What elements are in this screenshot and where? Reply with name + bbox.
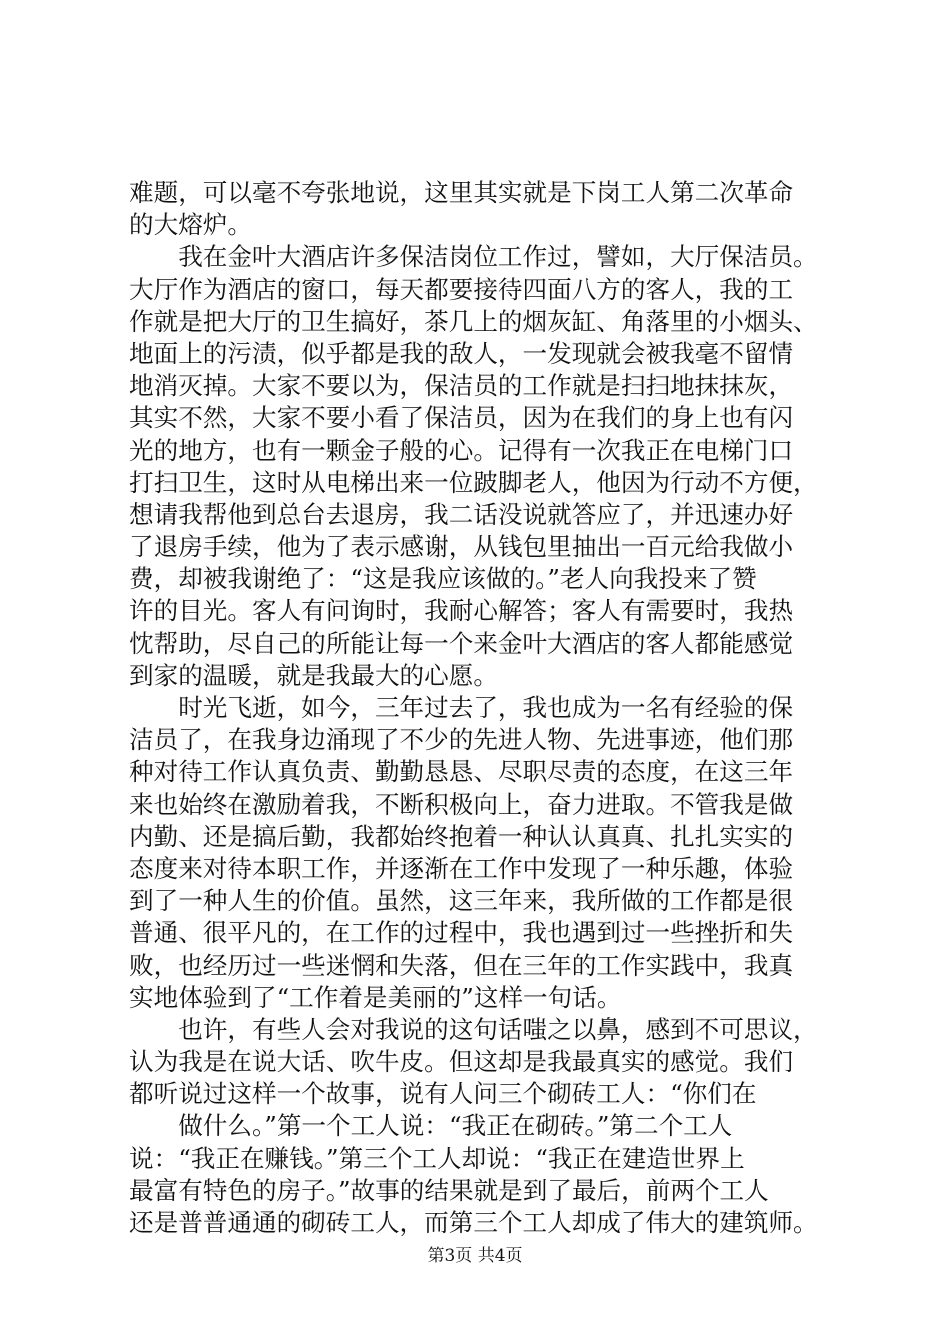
- text-line: 的大熔炉。: [129, 210, 252, 240]
- page-footer: 第3页 共4页: [427, 1246, 523, 1266]
- text-line: 态度来对待本职工作，并逐渐在工作中发现了一种乐趣，体验: [129, 853, 794, 883]
- text-line: 到了一种人生的价值。虽然，这三年来，我所做的工作都是很: [129, 886, 794, 916]
- text-line: 忱帮助，尽自己的所能让每一个来金叶大酒店的客人都能感觉: [129, 628, 794, 658]
- text-line: 认为我是在说大话、吹牛皮。但这却是我最真实的感觉。我们: [129, 1047, 794, 1077]
- text-line: 败，也经历过一些迷惘和失落，但在三年的工作实践中，我真: [129, 950, 794, 980]
- text-line: 地面上的污渍，似乎都是我的敌人，一发现就会被我毫不留情: [129, 338, 794, 368]
- text-line: 时光飞逝，如今，三年过去了，我也成为一名有经验的保: [129, 693, 794, 722]
- text-line: 作就是把大厅的卫生搞好，茶几上的烟灰缸、角落里的小烟头、: [129, 306, 818, 336]
- text-line: 打扫卫生，这时从电梯出来一位跛脚老人，他因为行动不方便，: [129, 467, 818, 497]
- text-line: 最富有特色的房子。”故事的结果就是到了最后，前两个工人: [129, 1175, 769, 1205]
- text-line: 许的目光。客人有问询时，我耐心解答；客人有需要时，我热: [129, 596, 794, 626]
- text-line: 还是普普通通的砌砖工人，而第三个工人却成了伟大的建筑师。: [129, 1208, 818, 1237]
- text-line: 内勤、还是搞后勤，我都始终抱着一种认认真真、扎扎实实的: [129, 821, 794, 851]
- text-line: 都听说过这样一个故事，说有人问三个砌砖工人：“你们在: [129, 1079, 757, 1109]
- text-line: 种对待工作认真负责、勤勤恳恳、尽职尽责的态度，在这三年: [129, 757, 794, 787]
- text-line: 也许，有些人会对我说的这句话嗤之以鼻，感到不可思议，: [129, 1014, 818, 1044]
- text-line: 了退房手续，他为了表示感谢，从钱包里抽出一百元给我做小: [129, 532, 794, 562]
- text-line: 其实不然，大家不要小看了保洁员，因为在我们的身上也有闪: [129, 403, 794, 433]
- text-line: 普通、很平凡的，在工作的过程中，我也遇到过一些挫折和失: [129, 918, 794, 948]
- text-line: 说：“我正在赚钱。”第三个工人却说：“我正在建造世界上: [129, 1143, 745, 1173]
- text-line: 我在金叶大酒店许多保洁岗位工作过，譬如，大厅保洁员。: [129, 242, 818, 272]
- text-line: 难题，可以毫不夸张地说，这里其实就是下岗工人第二次革命: [129, 178, 794, 207]
- body-text: [129, 177, 829, 1239]
- text-line: 地消灭掉。大家不要以为，保洁员的工作就是扫扫地抹抹灰，: [129, 371, 794, 401]
- text-line: 洁员了，在我身边涌现了不少的先进人物、先进事迹，他们那: [129, 725, 794, 755]
- text-line: 费，却被我谢绝了：“这是我应该做的。”老人向我投来了赞: [129, 564, 757, 594]
- text-line: 大厅作为酒店的窗口，每天都要接待四面八方的客人，我的工: [129, 274, 794, 304]
- text-line: 想请我帮他到总台去退房，我二话没说就答应了，并迅速办好: [129, 499, 794, 529]
- text-line: 来也始终在激励着我，不断积极向上，奋力进取。不管我是做: [129, 789, 794, 819]
- text-line: 做什么。”第一个工人说：“我正在砌砖。”第二个工人: [129, 1111, 733, 1141]
- text-line: 光的地方，也有一颗金子般的心。记得有一次我正在电梯门口: [129, 435, 794, 465]
- text-line: 到家的温暖，就是我最大的心愿。: [129, 660, 498, 690]
- text-line: 实地体验到了“工作着是美丽的”这样一句话。: [129, 982, 622, 1012]
